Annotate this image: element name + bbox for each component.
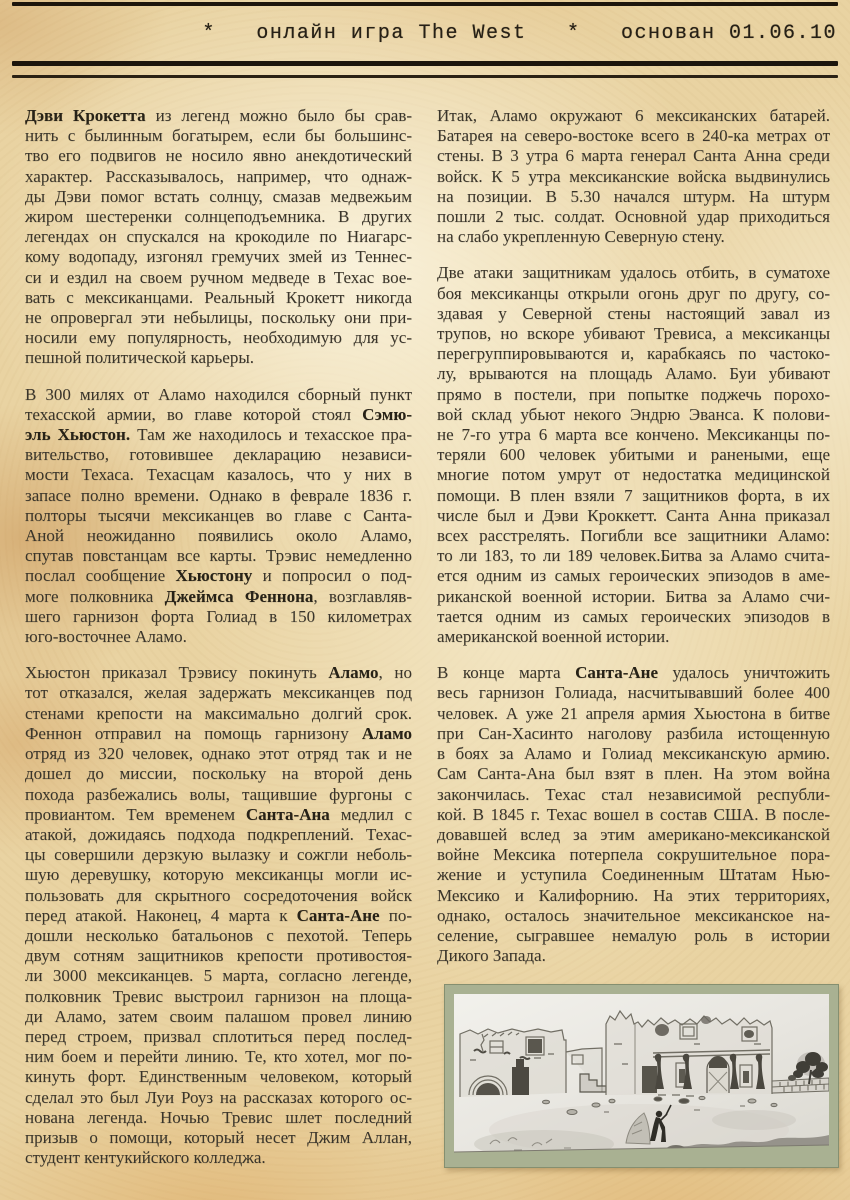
text-line: послал сообщение Хьюстону и попросил о под- — [25, 566, 412, 586]
text-line: носили ему популярность, необходимую для ус- — [25, 328, 412, 348]
header-rule-top — [12, 2, 838, 6]
alamo-sketch-image — [454, 994, 829, 1158]
paragraph — [437, 663, 830, 966]
text-line: вой склад убьют некого Эндрю Эванса. К полови- — [437, 404, 830, 424]
alamo-sketch-frame — [444, 984, 839, 1168]
text-line: вать с мексиканцами. Реальный Крокетт никогда — [25, 287, 412, 307]
text-line: стены. В 3 утра 6 марта генерал Санта Анна среди — [437, 146, 830, 166]
text-line: ди Аламо, затем своим палашом провел линию — [25, 1006, 412, 1026]
text-line: Дэви Крокетта из легенд можно было бы срав- — [25, 106, 413, 125]
text-line: риканской военной истории. Битва за Аламо счи- — [437, 586, 830, 606]
article-column-left — [25, 106, 412, 1168]
text-line: Дикого Запада. — [437, 946, 546, 966]
text-line: цы совершили дерзкую вылазку и сожгли неболь- — [25, 845, 412, 865]
text-line: боя мексиканцы открыли огонь друг по другу, со- — [437, 283, 830, 303]
text-line: пошли 2 тыс. солдат. Основной удар приходиться — [437, 207, 830, 227]
text-line: студент кентукийского колледжа. — [25, 1148, 266, 1168]
text-line: ется одним из самых героических эпизодов в аме- — [437, 566, 830, 586]
text-line: в боях за Аламо и Голиад мексиканскую армию. — [437, 744, 830, 764]
text-line: кому водопаду, изгонял гремучих змей из Теннес- — [25, 247, 412, 267]
text-line: техасской армии, во главе которой стоял Сэмю- — [25, 404, 412, 424]
text-line: Аной неожиданно появились около Аламо, — [25, 526, 412, 546]
text-line: шую деревушку, которую мексиканцы могли ис- — [25, 865, 412, 885]
text-line: вительство, готовившее декларацию независи- — [25, 445, 412, 465]
text-line: то ли 183, то ли 189 человек.Битва за Аламо счита- — [437, 546, 830, 566]
text-line: В 300 милях от Аламо находился сборный пункт — [25, 384, 412, 404]
text-line: мости Техаса. Техасцам казалось, что у них в — [25, 465, 412, 485]
text-line: пользовать для скрытного сосредоточения войск — [25, 885, 412, 905]
text-line: Хьюстон приказал Трэвису покинуть Аламо, но — [25, 663, 412, 683]
text-line: многие потом умрут от недостатка медицинской — [437, 465, 830, 485]
text-line: сделал это был Луи Роуз на рассказах которого ос- — [25, 1087, 412, 1107]
text-line: весь гарнизон Голиада, насчитывавший более 400 — [437, 683, 830, 703]
text-line: запасе полно времени. Однако в феврале 1836 г. — [25, 485, 412, 505]
text-line: лу, врываются на площадь Аламо. Буи убивают — [437, 364, 830, 384]
text-line: перед строем, призвал сплотиться перед послед- — [25, 1026, 412, 1046]
paragraph — [25, 106, 412, 369]
text-line: помощи. В плен взяли 7 защитников форта, в их — [437, 485, 830, 505]
text-line: похода разбежались волы, тащившие фургоны с — [25, 784, 412, 804]
text-line: жиром шестеренки солнцеподъемника. В других — [25, 207, 412, 227]
paragraph — [25, 385, 412, 648]
text-line: нована легенда. Ночью Тревис шлет последний — [25, 1107, 412, 1127]
header-rule-middle — [12, 61, 838, 66]
text-line: кинуть форт. Единственным человеком, который — [25, 1067, 412, 1087]
text-line: прямо в постели, при попытке поджечь порохо- — [437, 384, 830, 404]
text-line: провиантом. Тем временем Санта-Ана медлил с — [25, 804, 413, 824]
text-line: Две атаки защитникам удалось отбить, в суматохе — [437, 263, 830, 283]
text-line: Батарея на северо-востоке всего в 240-ка метрах от — [437, 126, 830, 146]
text-line: человек. А уже 21 апреля армия Хьюстона в битве — [437, 703, 830, 723]
paragraph — [437, 106, 830, 247]
stone-wall — [772, 1078, 829, 1093]
text-line: тается одним из самых героических эпизодов в — [437, 606, 830, 626]
text-line: не опровергал эти небылицы, поскольку они при- — [25, 308, 412, 328]
text-line: трупов, но вскоре убивают Тревиса, а мексиканцы — [437, 324, 830, 344]
text-line: шего гарнизон форта Голиад в 150 километрах — [25, 606, 412, 626]
text-line: ним боем и перейти линию. Те, кто хотел, мог по- — [25, 1047, 412, 1067]
text-line: моге полковника Джеймса Феннона, возглавляв- — [25, 586, 412, 606]
text-line: теряли 600 человек убитыми и ранеными, еще — [437, 445, 830, 465]
text-line: эль Хьюстон. Там же находилось и техасское пра- — [25, 425, 412, 445]
text-line: В конце марта Санта-Ане удалось уничтожить — [437, 663, 830, 683]
text-line: Сам Санта-Ана был взят в плен. На этом война — [437, 764, 830, 784]
text-line: тот отказался, желая задержать мексиканцев под — [25, 683, 412, 703]
text-line: однако, осталось значительное мексиканское на- — [437, 905, 830, 925]
article-column-right — [437, 106, 830, 966]
text-line: стенами крепости на максимально долгий срок. — [25, 703, 412, 723]
text-line: ды Дэви помог встать солнцу, смазав медвежьим — [25, 186, 412, 206]
text-line: довавшей вслед за этим американо-мексиканской — [437, 824, 830, 844]
text-line: на слабо укрепленную Северную стену. — [437, 227, 725, 247]
text-line: перед атакой. Наконец, 4 марта к Санта-Ане по- — [25, 905, 412, 925]
text-line: характер. Рассказывалось, например, что однаж- — [25, 166, 412, 186]
text-line: нить с былинным богатырем, если бы большинс- — [25, 126, 412, 146]
text-line: двум сотням защитников крепости противостоя- — [25, 946, 412, 966]
text-line: перегруппировываются и, карабкаясь по частоко- — [437, 344, 830, 364]
text-line: жение и уступила Соединенным Штатам Нью- — [437, 865, 830, 885]
text-line: селение, сыгравшее немалую роль в истории — [437, 925, 830, 945]
paragraph — [25, 663, 412, 1168]
text-line: юго-восточнее Аламо. — [25, 627, 187, 647]
text-line: атакой, дожидаясь подхода подкреплений. Техас- — [25, 824, 412, 844]
alamo-facade — [606, 1011, 772, 1096]
text-line: легендах он спускался на крокодиле по Ниагарс- — [25, 227, 412, 247]
text-line: Мексико и Калифорнию. На этих территориях, — [437, 885, 830, 905]
text-line: полторы тысячи мексиканцев во главе с Санта- — [25, 505, 412, 525]
text-line: при Сан-Хасинто наголову разбила истощенную — [437, 723, 830, 743]
text-line: Итак, Аламо окружают 6 мексиканских батарей. — [437, 106, 830, 125]
text-line: войне Мексика потерпела сокрушительное пора- — [437, 845, 830, 865]
text-line: тво его подвигов не носило явно анекдотический — [25, 146, 412, 166]
text-line: ли 3000 мексиканцев. 5 марта, согласно легенде, — [25, 966, 412, 986]
text-line: дошли несколько батальонов с пехотой. Теперь — [25, 925, 412, 945]
text-line: Феннон отправил на помощь гарнизону Аламо — [25, 723, 412, 743]
text-line: дошел до миссии, поскольку на второй день — [25, 764, 412, 784]
text-line: всех расстрелять. Погибли все защитники Аламо: — [437, 526, 830, 546]
text-line: американской военной истории. — [437, 627, 670, 647]
text-line: си и ездил на своем ручном медведе в Техас вое- — [25, 267, 412, 287]
text-line: призыв о помощи, который несет Джим Аллан, — [25, 1127, 412, 1147]
text-line: войск. К 5 утра мексиканские войска выдвинулись — [437, 166, 830, 186]
text-line: пешной политической карьеры. — [25, 348, 254, 368]
masthead-title: * онлайн игра The West * основан 01.06.10 — [202, 22, 837, 45]
text-line: кой. В 1845 г. Техас вошел в состав США. В после- — [437, 804, 830, 824]
paragraph — [437, 263, 830, 647]
text-line: на позиции. В 5.30 начался штурм. На штурм — [437, 186, 830, 206]
text-line: здавая у Северной стены настоящий завал из — [437, 303, 830, 323]
text-line: не 7-го утра 6 марта все кончено. Мексиканцы по- — [437, 425, 830, 445]
text-line: числе был и Дэви Кроккетт. Санта Анна приказал — [437, 505, 830, 525]
text-line: отряд из 320 человек, однако этот отряд так и не — [25, 744, 412, 764]
text-line: спутав повстанцам все карты. Трэвис немедленно — [25, 546, 412, 566]
header-rule-bottom — [12, 75, 838, 78]
text-line: полковник Тревис выстроил гарнизон на площа- — [25, 986, 412, 1006]
text-line: закончилась. Техас стал независимой республи- — [437, 784, 830, 804]
